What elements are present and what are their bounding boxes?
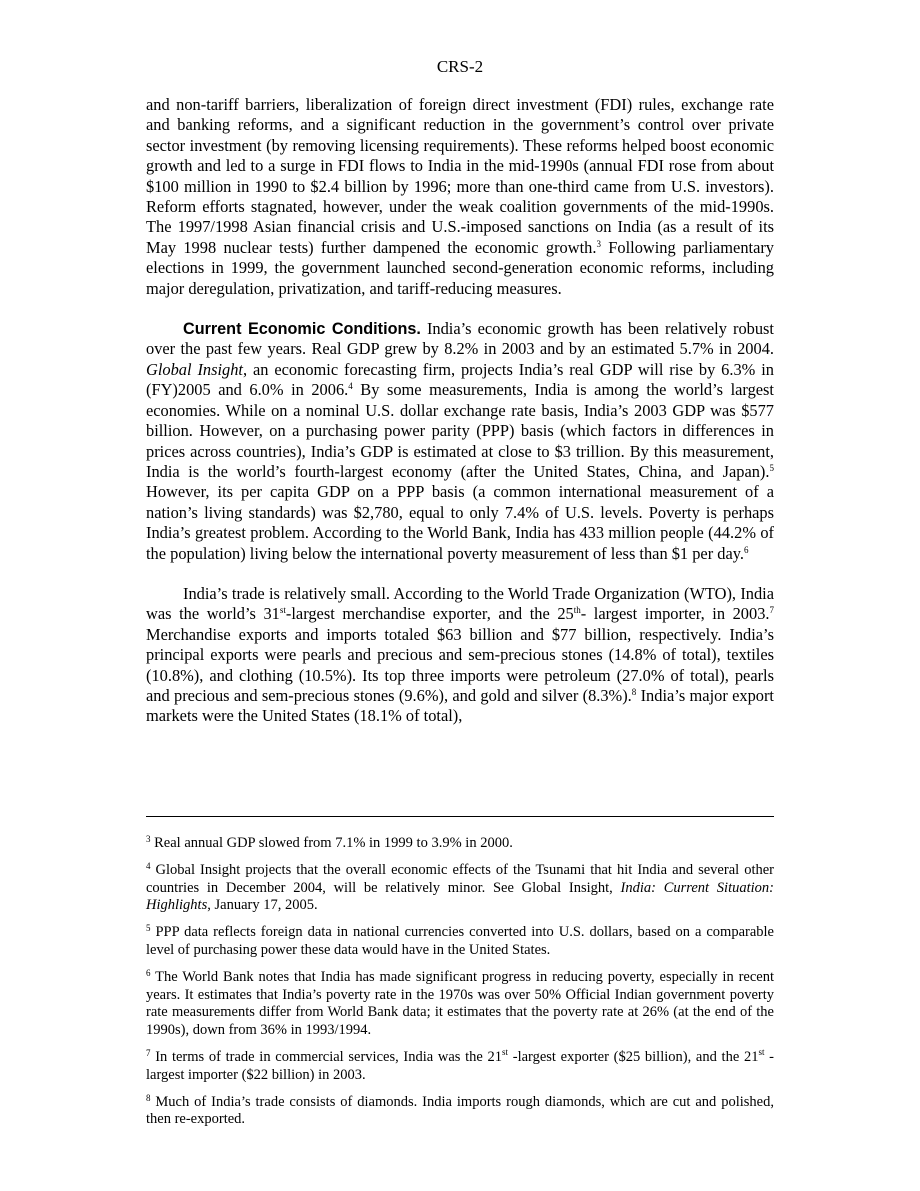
ordinal-suffix: st [502,1046,509,1057]
section-heading: Current Economic Conditions. [183,320,421,339]
footnote-ref-8[interactable]: 8 [631,686,637,697]
ordinal-suffix: st [279,605,286,616]
ordinal-suffix: th [573,605,581,616]
paragraph-current-economic-conditions: Current Economic Conditions. India’s economic growth has been relatively robust over the past few years. Real GDP grew by 8.2% in 2003 and by an estimated 5.7% in 2004. Global Insight, an economic forecasting firm, projects India’s real GDP will rise by 6.3% in (FY)2005 and 6.0% in 2006.$^4$ By some measurements, India is among the world’s largest economies. While on a nominal U.S. dollar exchange rate basis, India’s 2003 GDP was $577 billion. However, on a purchasing power parity (PPP) basis (which factors in differences in prices across countries), India’s GDP is estimated at close to $3 trillion. By this measurement, India is the world’s fourth-largest economy (after the United States, China, and Japan).$^5$ However, its per capita GDP on a PPP basis (a common international measurement of a nation’s living standards) was $2,780, equal to only 7.4% of U.S. levels. Poverty is perhaps India’s greatest problem. According to the World Bank, India has 433 million people (44.2% of the population) living below the international poverty measurement of less than $1 per day.$^6$ [146,319,774,563]
footnote-4: $^4$ Global Insight projects that the overall economic effects of the Tsunami that hit India and several other countries in December 2004, will be relatively minor. See Global Insight, India: Current Situation: Highlights, January 17, 2005. [146,860,775,914]
footnote-7: $^7$ In terms of trade in commercial services, India was the 21st -largest exporter ($25 billion), and the 21st -largest importer ($22 billion) in 2003. [146,1046,774,1083]
footnote-ref-5[interactable]: 5 [769,462,774,473]
ordinal-suffix: st [758,1046,765,1057]
paragraph-reforms: and non-tariff barriers, liberalization of foreign direct investment (FDI) rules, exchange rate and banking reforms, and a significant reduction in the government’s control over private sector investment (by removing licensing requirements). These reforms helped boost economic growth and led to a surge in FDI flows to India in the mid-1990s (annual FDI rose from about $100 million in 1990 to $2.4 billion by 1996; more than one-third came from U.S. investors). Reform efforts stagnated, however, under the weak coalition governments of the mid-1990s. The 1997/1998 Asian financial crisis and U.S.-imposed sanctions on India (as a result of its May 1998 nuclear tests) further dampened the economic growth.$^3$ Following parliamentary elections in 1999, the government launched second-generation economic reforms, including major deregulation, privatization, and tariff-reducing measures. [146,95,775,298]
body-text [146,95,774,727]
paragraph-trade: India’s trade is relatively small. According to the World Trade Organization (WTO), India was the world’s 31st-largest merchandise exporter, and the 25th- largest importer, in 2003.$^7$ Merchandise exports and imports totaled $63 billion and $77 billion, respectively. India’s principal exports were pearls and precious and sem-precious stones (14.8% of total), textiles (10.8%), and clothing (10.5%). Its top three imports were petroleum (27.0% of total), pearls and precious and sem-precious stones (9.6%), and gold and silver (8.3%).$^8$ India’s major export markets were the United States (18.1% of total), [146,583,774,726]
source-name: Global Insight [146,359,243,379]
cited-title: India: Current Situation: Highlights [146,879,775,914]
footnote-ref-6[interactable]: 6 [743,544,749,555]
footnote-8: $^8$ Much of India’s trade consists of diamonds. India imports rough diamonds, which are cut and polished, then re-exported. [146,1092,774,1128]
footnote-ref-3[interactable]: 3 [596,238,601,249]
footnote-3: $^3$ Real annual GDP slowed from 7.1% in 1999 to 3.9% in 2000. [146,834,513,851]
footnote-6: $^6$ The World Bank notes that India has made significant progress in reducing poverty, especially in recent years. It estimates that India’s poverty rate in the 1970s was over 50% Official Indian government poverty rate measurements differ from World Bank data; it estimates that the poverty rate at 26% (at the end of the 1990s), down from 36% in 1993/1994. [146,967,774,1039]
footnote-ref-7[interactable]: 7 [769,605,774,616]
page-number: CRS-2 [436,57,484,76]
footnote-5: $^5$ PPP data reflects foreign data in national currencies converted into U.S. dollars, based on a comparable level of purchasing power these data would have in the United States. [146,923,774,958]
footnote-ref-4[interactable]: 4 [348,381,353,392]
footnote-divider [146,816,774,817]
footnotes [146,835,774,1138]
